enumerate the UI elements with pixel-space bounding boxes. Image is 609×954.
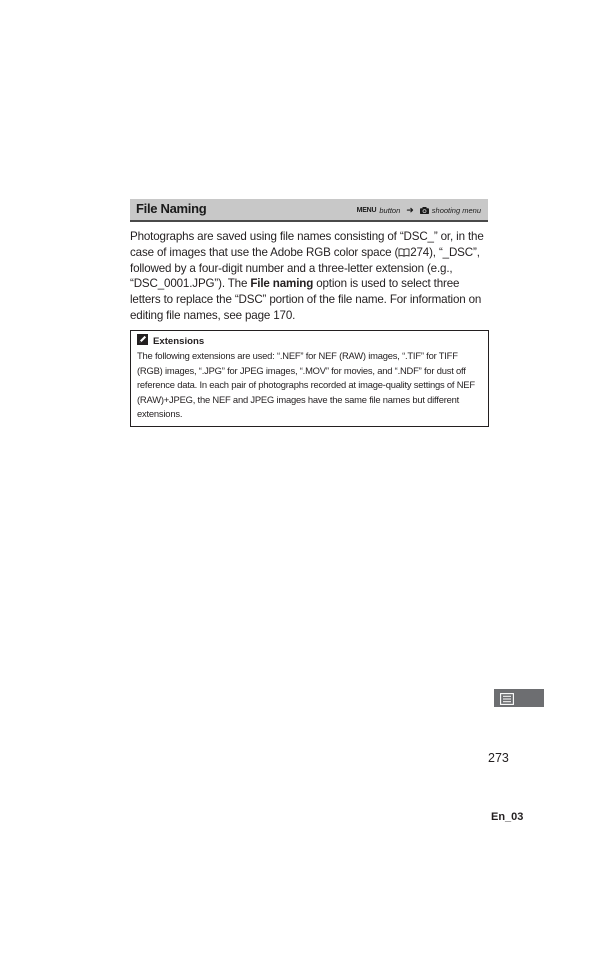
bold-term: File naming (250, 277, 314, 291)
footer-code: En_03 (491, 811, 524, 823)
note-title: Extensions (153, 335, 205, 347)
pencil-note-icon (137, 332, 148, 350)
note-title-row (137, 334, 482, 348)
note-box (130, 330, 489, 427)
body-text-part3: option is used to select three letters to replace the “DSC” portion of the file name. For information on editing file names, see page 170. (130, 277, 482, 322)
menu-path (357, 205, 481, 216)
menu-key: MENU (356, 207, 377, 214)
section-title: File Naming (136, 201, 207, 216)
menu-key-suffix: button (379, 206, 401, 215)
body-text-part1: Photographs are saved using file names consisting of “DSC_” or, in the case of images that use the Adobe RGB color space ( (130, 230, 484, 259)
camera-icon (420, 207, 429, 214)
body-text-part2: ), “_DSC”, followed by a four-digit number and a three-letter extension (e.g., “DSC_0001.JPG”). The (130, 245, 480, 291)
menu-list-icon (500, 692, 514, 710)
note-text: The following extensions are used: “.NEF” for NEF (RAW) images, “.TIF” for TIFF (RGB) images, “.JPG” for JPEG images, “.MOV” for movies, and “.NDF” for dust off reference data. In each pair of photographs recorded at image-quality settings of NEF (RAW)+JPEG, the NEF and JPEG images have the same file names but different extensions. (137, 350, 475, 420)
menu-destination: shooting menu (431, 206, 481, 215)
page-number: 273 (488, 751, 509, 765)
body-paragraph (130, 229, 492, 324)
menu-guide-tab[interactable] (494, 689, 544, 707)
section-header (130, 199, 488, 222)
book-reference-icon (398, 246, 410, 259)
reference-page: 274 (410, 245, 430, 259)
arrow-right-icon: ➜ (406, 205, 414, 215)
